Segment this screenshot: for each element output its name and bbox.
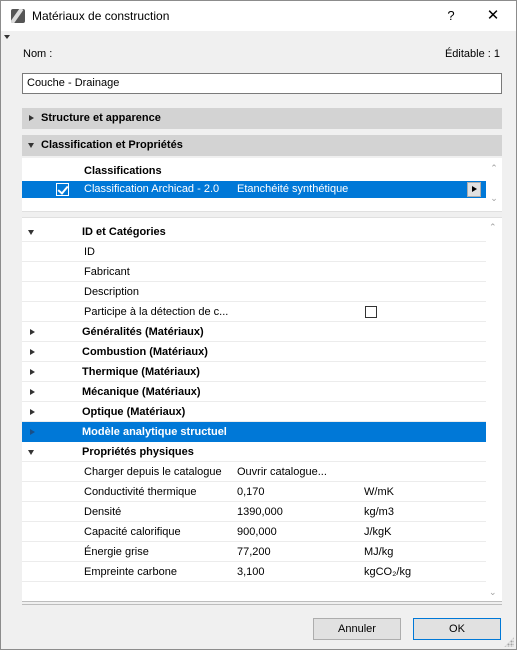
footer-divider xyxy=(22,604,502,605)
property-label: ID xyxy=(84,246,95,258)
group-label: ID et Catégories xyxy=(82,226,166,238)
property-label: Densité xyxy=(84,506,122,518)
property-label: Capacité calorifique xyxy=(84,526,181,538)
property-row[interactable] xyxy=(22,282,486,302)
property-label: Énergie grise xyxy=(84,546,149,558)
cancel-button[interactable]: Annuler xyxy=(313,618,401,640)
dialog-menu-caret-icon[interactable] xyxy=(4,35,10,39)
property-row[interactable] xyxy=(22,562,486,582)
name-input[interactable]: Couche - Drainage xyxy=(22,73,502,94)
expand-arrow-icon xyxy=(29,115,34,121)
property-row[interactable] xyxy=(22,502,486,522)
expand-arrow-icon xyxy=(30,429,35,435)
section-label: Classification et Propriétés xyxy=(41,139,183,151)
expand-arrow-icon xyxy=(30,349,35,355)
property-unit: kgCO₂/kg xyxy=(364,566,412,578)
property-unit: J/kgK xyxy=(364,526,392,538)
group-thermique[interactable] xyxy=(22,362,486,382)
section-structure-apparence[interactable] xyxy=(22,108,502,129)
collapse-arrow-icon xyxy=(28,450,34,455)
ok-button[interactable]: OK xyxy=(413,618,501,640)
property-row[interactable] xyxy=(22,522,486,542)
scroll-down-icon[interactable]: ⌄ xyxy=(490,193,498,203)
classifications-list xyxy=(22,158,502,208)
participates-detection-checkbox[interactable] xyxy=(365,306,377,318)
property-label: Participe à la détection de c... xyxy=(84,306,229,318)
window-title: Matériaux de construction xyxy=(32,9,170,23)
group-combustion[interactable] xyxy=(22,342,486,362)
property-value[interactable]: 900,000 xyxy=(237,526,277,538)
property-row[interactable] xyxy=(22,262,486,282)
property-label: Fabricant xyxy=(84,266,130,278)
resize-grip-icon[interactable] xyxy=(504,637,514,647)
property-unit: W/mK xyxy=(364,486,394,498)
property-label: Empreinte carbone xyxy=(84,566,177,578)
classification-checkbox[interactable] xyxy=(56,183,69,196)
property-value[interactable]: 3,100 xyxy=(237,566,265,578)
group-proprietes-physiques[interactable] xyxy=(22,442,486,462)
scroll-up-icon[interactable]: ⌃ xyxy=(490,163,498,173)
property-value[interactable]: 1390,000 xyxy=(237,506,283,518)
group-label: Optique (Matériaux) xyxy=(82,406,186,418)
group-id-categories[interactable] xyxy=(22,222,486,242)
archicad-app-icon xyxy=(11,9,25,23)
properties-scrollbar[interactable] xyxy=(485,220,502,602)
group-label: Mécanique (Matériaux) xyxy=(82,386,201,398)
expand-arrow-icon xyxy=(30,389,35,395)
property-row[interactable] xyxy=(22,542,486,562)
collapse-arrow-icon xyxy=(28,230,34,235)
name-label: Nom : xyxy=(23,48,53,60)
scroll-down-icon[interactable]: ⌄ xyxy=(489,587,497,597)
property-unit: kg/m3 xyxy=(364,506,394,518)
section-classification-proprietes[interactable] xyxy=(22,135,502,156)
property-label: Description xyxy=(84,286,140,298)
group-label: Modèle analytique structuel xyxy=(82,426,227,438)
group-label: Combustion (Matériaux) xyxy=(82,346,208,358)
group-modele-analytique[interactable] xyxy=(22,422,486,442)
property-row[interactable] xyxy=(22,482,486,502)
open-catalog-link[interactable]: Ouvrir catalogue... xyxy=(237,466,327,478)
group-optique[interactable] xyxy=(22,402,486,422)
property-value[interactable]: 0,170 xyxy=(237,486,265,498)
group-label: Thermique (Matériaux) xyxy=(82,366,200,378)
expand-arrow-icon xyxy=(30,329,35,335)
title-bar xyxy=(1,1,516,31)
editable-count: Éditable : 1 xyxy=(444,48,500,60)
group-mecanique[interactable] xyxy=(22,382,486,402)
expand-arrow-icon xyxy=(30,409,35,415)
classification-row[interactable] xyxy=(22,181,486,198)
property-unit: MJ/kg xyxy=(364,546,394,558)
close-button[interactable]: ✕ xyxy=(486,7,500,24)
classification-properties-panel xyxy=(22,158,502,602)
section-label: Structure et apparence xyxy=(41,112,161,124)
group-label: Propriétés physiques xyxy=(82,446,194,458)
property-label: Charger depuis le catalogue xyxy=(84,466,222,478)
property-row[interactable] xyxy=(22,242,486,262)
group-generalites[interactable] xyxy=(22,322,486,342)
classification-value: Etanchéité synthétique xyxy=(237,183,349,195)
help-button[interactable]: ? xyxy=(447,8,455,23)
classification-picker-button[interactable] xyxy=(467,182,481,197)
collapse-arrow-icon xyxy=(28,143,34,148)
panel-splitter[interactable] xyxy=(22,211,502,218)
scroll-up-icon[interactable]: ⌃ xyxy=(489,222,497,232)
property-label: Conductivité thermique xyxy=(84,486,197,498)
classification-system: Classification Archicad - 2.0 xyxy=(84,183,220,195)
expand-arrow-icon xyxy=(30,369,35,375)
property-row[interactable] xyxy=(22,462,486,482)
group-label: Généralités (Matériaux) xyxy=(82,326,204,338)
property-value[interactable]: 77,200 xyxy=(237,546,271,558)
classifications-header: Classifications xyxy=(84,165,162,177)
property-row[interactable] xyxy=(22,302,486,322)
